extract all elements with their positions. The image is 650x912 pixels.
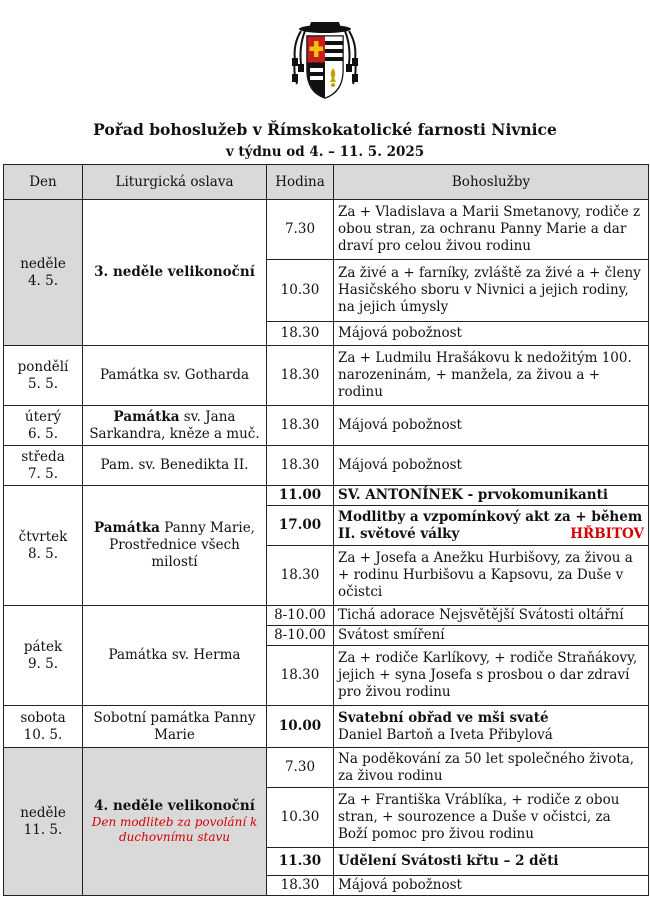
time-cell: 10.30: [267, 260, 334, 322]
service-text-bold: Svatební obřad ve mši svaté: [338, 709, 549, 726]
time-cell: 18.30: [267, 646, 334, 706]
liturgy-cell: Památka sv. Gotharda: [83, 346, 267, 406]
time-cell: 11.00: [267, 486, 334, 506]
liturgy-cell: [83, 486, 267, 606]
day-date: 5. 5.: [27, 375, 59, 392]
service-cell: [334, 506, 649, 546]
time-cell: 18.30: [267, 446, 334, 486]
header-row: [4, 165, 649, 200]
service-cell: Na poděkování za 50 let společného života, za živou rodinu: [334, 748, 649, 788]
day-date: 11. 5.: [23, 821, 63, 838]
day-name: sobota: [20, 709, 66, 726]
service-cell: Májová pobožnost: [334, 446, 649, 486]
table-row: [4, 486, 649, 506]
table-row: [4, 446, 649, 486]
liturgy-cell: 3. neděle velikonoční: [83, 200, 267, 346]
liturgy-bold: Památka: [94, 520, 160, 536]
day-date: 7. 5.: [27, 465, 59, 482]
table-row: [4, 346, 649, 406]
table-row: [4, 706, 649, 748]
header-hodina: Hodina: [267, 165, 334, 200]
service-cell: Udělení Svátosti křtu – 2 děti: [334, 848, 649, 876]
liturgy-cell: [83, 406, 267, 446]
time-cell: 10.30: [267, 788, 334, 848]
time-cell: 7.30: [267, 200, 334, 260]
liturgy-bold: Památka: [113, 408, 180, 425]
time-cell: 10.00: [267, 706, 334, 748]
service-cell: Za + Františka Vráblíka, + rodiče z obou stran, + sourozence a Duše v očistci, za Boží pomoc pro živou rodinu: [334, 788, 649, 848]
header-den: Den: [4, 165, 83, 200]
liturgy-note: Den modliteb za povolání k duchovnímu stavu: [91, 815, 258, 844]
service-cell: Svátost smíření: [334, 626, 649, 646]
table-row: [4, 200, 649, 260]
time-cell: 18.30: [267, 876, 334, 896]
service-text: Modlitby a vzpomínkový akt za + během II. světové války: [338, 508, 643, 542]
day-name: pondělí: [17, 358, 69, 375]
liturgy-bold: 4. neděle velikonoční: [94, 798, 255, 814]
table-row: [4, 748, 649, 788]
service-cell: Za + Ludmilu Hrašákovu k nedožitým 100. narozeninám, + manžela, za živou a + rodinu: [334, 346, 649, 406]
table-row: [4, 406, 649, 446]
location-tag: HŘBITOV: [570, 525, 644, 542]
page-title: Pořad bohoslužeb v Římskokatolické farnosti Nivnice: [93, 120, 557, 139]
service-cell: Májová pobožnost: [334, 406, 649, 446]
service-cell: [334, 706, 649, 748]
liturgy-cell: [83, 748, 267, 896]
header-bohosluzby: Bohoslužby: [334, 165, 649, 200]
service-cell: Za + Vladislava a Marii Smetanovy, rodiče z obou stran, za ochranu Panny Marie a dar draví pro celou živou rodinu: [334, 200, 649, 260]
time-cell: 18.30: [267, 346, 334, 406]
time-cell: 11.30: [267, 848, 334, 876]
service-cell: Tichá adorace Nejsvětější Svátosti oltářní: [334, 606, 649, 626]
day-cell: [4, 200, 83, 346]
day-cell: [4, 406, 83, 446]
liturgy-rest: sv. Jana Sarkandra, kněze a muč.: [89, 408, 260, 442]
time-cell: 7.30: [267, 748, 334, 788]
liturgy-cell: Památka sv. Herma: [83, 606, 267, 706]
service-cell: SV. ANTONÍNEK - prvokomunikanti: [334, 486, 649, 506]
day-name: neděle: [20, 255, 66, 272]
day-cell: [4, 446, 83, 486]
day-cell: [4, 606, 83, 706]
time-cell: 18.30: [267, 322, 334, 346]
liturgy-cell: Pam. sv. Benedikta II.: [83, 446, 267, 486]
service-text: Daniel Bartoň a Iveta Přibylová: [338, 726, 553, 743]
service-cell: Za + rodiče Karlíkovy, + rodiče Straňákovy, jejich + syna Josefa s prosbou o dar zdraví pro živou rodinu: [334, 646, 649, 706]
day-cell: [4, 486, 83, 606]
liturgy-rest: Panny Marie, Prostřednice všech milostí: [109, 520, 255, 570]
schedule-table: [3, 164, 649, 896]
service-cell: Májová pobožnost: [334, 876, 649, 896]
header-liturgicka: Liturgická oslava: [83, 165, 267, 200]
service-cell: Májová pobožnost: [334, 322, 649, 346]
day-date: 8. 5.: [27, 545, 59, 562]
table-row: [4, 606, 649, 626]
parish-coat-of-arms: [283, 14, 367, 102]
time-cell: 18.30: [267, 546, 334, 606]
day-name: pátek: [23, 638, 63, 655]
service-cell: Za živé a + farníky, zvláště za živé a + členy Hasičského sboru v Nivnici a jejich rodiny, na jejich úmysly: [334, 260, 649, 322]
day-cell: [4, 748, 83, 896]
day-name: úterý: [24, 408, 62, 425]
service-cell: Za + Josefa a Anežku Hurbišovy, za živou a + rodinu Hurbišovu a Kapsovu, za Duše v očistci: [334, 546, 649, 606]
day-name: neděle: [20, 804, 66, 821]
time-cell: 8-10.00: [267, 626, 334, 646]
day-date: 4. 5.: [27, 272, 59, 289]
day-name: čtvrtek: [18, 528, 68, 545]
liturgy-cell: Sobotní památka Panny Marie: [83, 706, 267, 748]
time-cell: 17.00: [267, 506, 334, 546]
time-cell: 18.30: [267, 406, 334, 446]
day-cell: [4, 346, 83, 406]
day-name: středa: [21, 448, 65, 465]
day-date: 10. 5.: [23, 726, 63, 743]
page-subtitle: v týdnu od 4. – 11. 5. 2025: [225, 144, 425, 160]
day-date: 9. 5.: [27, 655, 59, 672]
day-cell: [4, 706, 83, 748]
day-date: 6. 5.: [27, 425, 59, 442]
time-cell: 8-10.00: [267, 606, 334, 626]
